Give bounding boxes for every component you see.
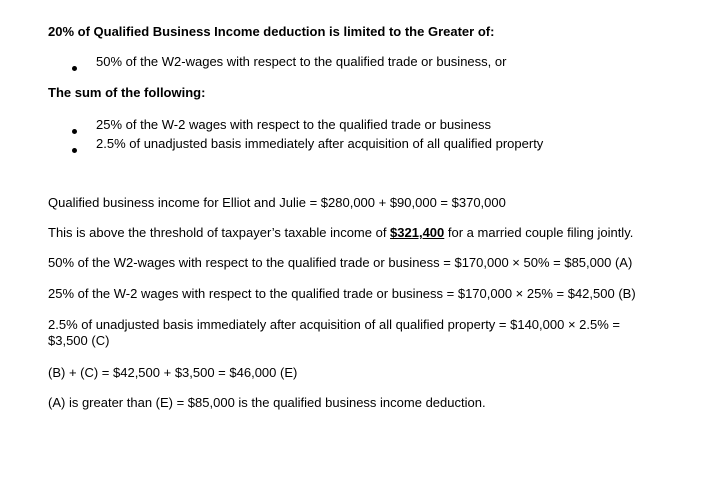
calc-c-paragraph-line2: $3,500 (C): [48, 333, 110, 348]
conclusion-paragraph: (A) is greater than (E) = $85,000 is the qualified business income deduction.: [48, 395, 486, 410]
calc-b-paragraph: 25% of the W-2 wages with respect to the qualified trade or business = $170,000 × 25% = $42,500 (B): [48, 286, 636, 301]
calc-c-paragraph-line1: 2.5% of unadjusted basis immediately after acquisition of all qualified property = $140,000 × 2.5% =: [48, 317, 620, 332]
threshold-text-before: This is above the threshold of taxpayer’s taxable income of: [48, 225, 391, 240]
bullet-icon: [72, 59, 77, 74]
bullet-icon: [72, 122, 77, 137]
list-item: 50% of the W2-wages with respect to the qualified trade or business, or: [96, 54, 507, 69]
qbi-paragraph: Qualified business income for Elliot and Julie = $280,000 + $90,000 = $370,000: [48, 195, 506, 210]
threshold-amount: $321,400: [390, 225, 445, 240]
threshold-paragraph: [48, 225, 633, 241]
list-item: 2.5% of unadjusted basis immediately after acquisition of all qualified property: [96, 136, 544, 151]
calc-sum-paragraph: (B) + (C) = $42,500 + $3,500 = $46,000 (E): [48, 365, 298, 380]
threshold-text-after: for a married couple filing jointly.: [444, 225, 634, 240]
heading-limit: 20% of Qualified Business Income deduction is limited to the Greater of:: [48, 24, 495, 39]
calc-a-paragraph: 50% of the W2-wages with respect to the qualified trade or business = $170,000 × 50% = $85,000 (A): [48, 255, 633, 270]
heading-sum: The sum of the following:: [48, 85, 206, 100]
bullet-icon: [72, 141, 77, 156]
list-item: 25% of the W-2 wages with respect to the qualified trade or business: [96, 117, 492, 132]
